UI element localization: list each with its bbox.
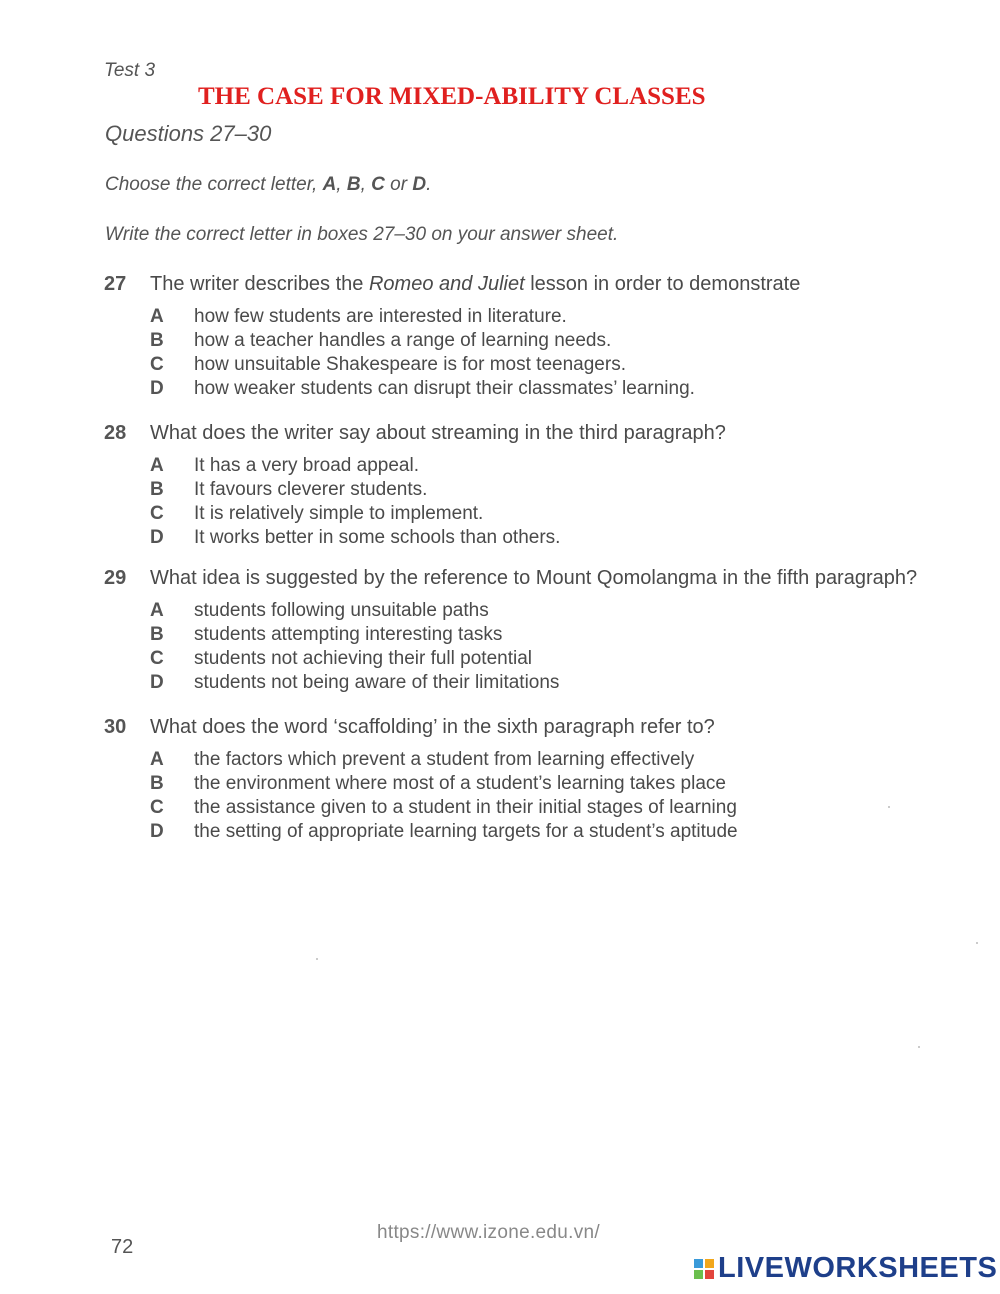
- option-letter: A: [150, 749, 164, 770]
- question-29: [104, 567, 917, 696]
- option-text: how few students are interested in literature.: [194, 306, 567, 327]
- scan-speck: [316, 958, 318, 960]
- option-d[interactable]: [150, 378, 800, 402]
- option-a[interactable]: [150, 749, 738, 773]
- instruction-choose: Choose the correct letter, A, B, C or D.: [105, 174, 432, 195]
- option-text: how unsuitable Shakespeare is for most teenagers.: [194, 354, 626, 375]
- option-a[interactable]: [150, 600, 917, 624]
- question-28: [104, 422, 726, 551]
- option-text: the factors which prevent a student from learning effectively: [194, 749, 695, 770]
- option-c[interactable]: [150, 354, 800, 378]
- question-stem: [104, 273, 800, 296]
- option-letter: B: [150, 479, 164, 500]
- logo-square: [705, 1259, 714, 1268]
- liveworksheets-brand[interactable]: [694, 1252, 997, 1285]
- option-letter: D: [150, 527, 164, 548]
- question-text: What idea is suggested by the reference to Mount Qomolangma in the fifth paragraph?: [150, 567, 918, 589]
- option-b[interactable]: [150, 773, 738, 797]
- scan-speck: [918, 1046, 920, 1048]
- logo-square: [694, 1259, 703, 1268]
- question-text: The writer describes the Romeo and Juliet lesson in order to demonstrate: [150, 273, 801, 295]
- scan-speck: [976, 942, 978, 944]
- question-number: 29: [104, 567, 127, 589]
- option-letter: B: [150, 624, 164, 645]
- option-letter: C: [150, 648, 164, 669]
- option-text: how a teacher handles a range of learning needs.: [194, 330, 612, 351]
- option-text: students following unsuitable paths: [194, 600, 489, 621]
- option-letter: B: [150, 330, 164, 351]
- scan-speck: [888, 806, 890, 808]
- option-text: students attempting interesting tasks: [194, 624, 503, 645]
- option-list: [150, 749, 738, 845]
- option-text: the assistance given to a student in their initial stages of learning: [194, 797, 737, 818]
- question-number: 30: [104, 716, 127, 738]
- option-letter: A: [150, 306, 164, 327]
- option-letter: A: [150, 455, 164, 476]
- option-list: [150, 600, 917, 696]
- page-number: 72: [111, 1236, 134, 1258]
- option-letter: D: [150, 821, 164, 842]
- document-title: THE CASE FOR MIXED-ABILITY CLASSES: [198, 83, 706, 110]
- option-letter: C: [150, 797, 164, 818]
- option-text: students not achieving their full potential: [194, 648, 532, 669]
- option-d[interactable]: [150, 527, 726, 551]
- option-text: It works better in some schools than others.: [194, 527, 561, 548]
- logo-square: [705, 1270, 714, 1279]
- option-letter: C: [150, 354, 164, 375]
- question-stem: [104, 716, 738, 739]
- option-letter: A: [150, 600, 164, 621]
- option-text: the environment where most of a student’s learning takes place: [194, 773, 726, 794]
- question-stem: [104, 567, 917, 590]
- question-number: 27: [104, 273, 127, 295]
- questions-range: Questions 27–30: [105, 121, 272, 146]
- option-list: [150, 455, 726, 551]
- question-number: 28: [104, 422, 127, 444]
- logo-square: [694, 1270, 703, 1279]
- option-text: how weaker students can disrupt their classmates’ learning.: [194, 378, 695, 399]
- option-letter: D: [150, 378, 164, 399]
- option-a[interactable]: [150, 306, 800, 330]
- test-label: Test 3: [104, 60, 156, 81]
- brand-name: LIVEWORKSHEETS: [718, 1252, 998, 1284]
- option-c[interactable]: [150, 503, 726, 527]
- option-d[interactable]: [150, 821, 738, 845]
- question-stem: [104, 422, 726, 445]
- source-url[interactable]: https://www.izone.edu.vn/: [377, 1222, 600, 1243]
- option-b[interactable]: [150, 330, 800, 354]
- option-text: It is relatively simple to implement.: [194, 503, 484, 524]
- option-text: the setting of appropriate learning targets for a student’s aptitude: [194, 821, 738, 842]
- question-30: [104, 716, 738, 845]
- option-text: students not being aware of their limitations: [194, 672, 560, 693]
- option-b[interactable]: [150, 479, 726, 503]
- option-letter: B: [150, 773, 164, 794]
- option-d[interactable]: [150, 672, 917, 696]
- option-letter: C: [150, 503, 164, 524]
- liveworksheets-logo-icon: [694, 1259, 714, 1279]
- option-text: It has a very broad appeal.: [194, 455, 419, 476]
- option-b[interactable]: [150, 624, 917, 648]
- option-c[interactable]: [150, 648, 917, 672]
- question-text: What does the word ‘scaffolding’ in the sixth paragraph refer to?: [150, 716, 715, 738]
- instruction-write: Write the correct letter in boxes 27–30 on your answer sheet.: [105, 224, 619, 245]
- option-c[interactable]: [150, 797, 738, 821]
- option-text: It favours cleverer students.: [194, 479, 428, 500]
- option-a[interactable]: [150, 455, 726, 479]
- option-letter: D: [150, 672, 164, 693]
- question-27: [104, 273, 800, 402]
- option-list: [150, 306, 800, 402]
- question-text: What does the writer say about streaming in the third paragraph?: [150, 422, 726, 444]
